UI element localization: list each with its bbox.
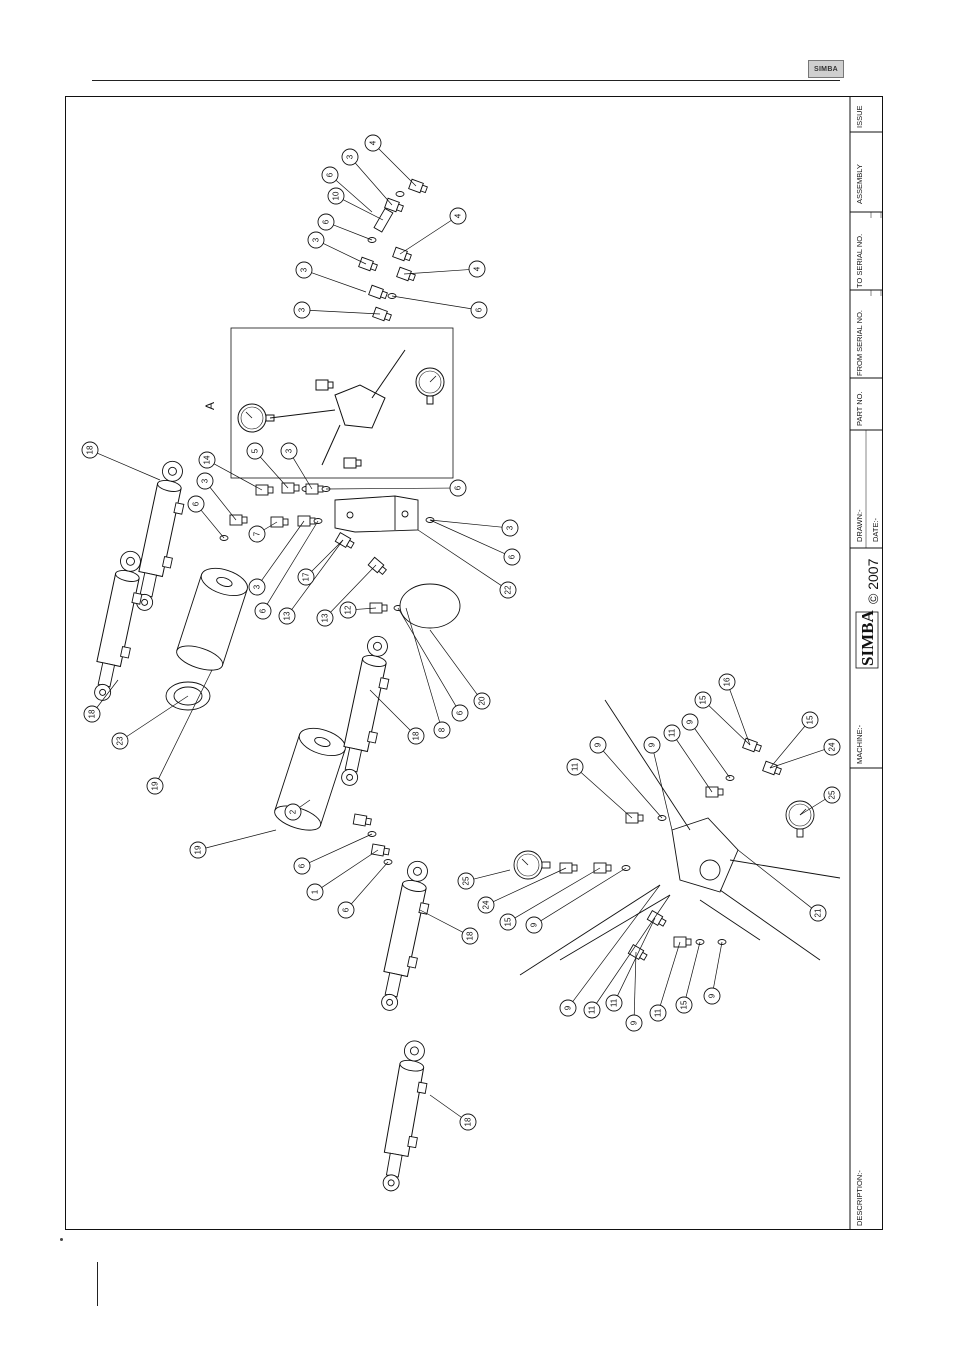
balloon-number: 25	[461, 876, 471, 886]
leader-line	[323, 243, 366, 264]
balloon-6	[294, 834, 372, 874]
balloon-number: 9	[707, 993, 717, 999]
balloon-6	[318, 214, 372, 240]
balloon-10	[328, 188, 383, 220]
issue-label: ISSUE	[855, 105, 864, 128]
balloon-number: 6	[341, 907, 351, 913]
balloon-15	[695, 692, 750, 745]
balloon-18	[370, 690, 424, 744]
leader-line	[379, 149, 416, 186]
balloon-number: 6	[325, 172, 335, 178]
leader-line	[322, 850, 378, 888]
leader-line	[617, 918, 655, 996]
balloon-number: 9	[593, 742, 603, 748]
leader-line	[392, 296, 471, 309]
balloon-number: 21	[813, 908, 823, 918]
balloon-number: 9	[685, 719, 695, 725]
balloon-number: 9	[647, 742, 657, 748]
balloon-number: 13	[282, 611, 292, 621]
balloon-number: 6	[474, 307, 484, 313]
balloon-number: 22	[503, 585, 513, 595]
balloon-number: 4	[368, 140, 378, 146]
balloon-number: 3	[252, 584, 262, 590]
balloon-number: 3	[311, 237, 321, 243]
balloon-4	[365, 135, 416, 186]
leader-line	[214, 464, 262, 490]
balloon-number: 6	[453, 485, 463, 491]
title-block	[850, 96, 883, 1230]
balloon-number: 18	[87, 709, 97, 719]
balloon-number: 15	[503, 917, 513, 927]
leader-line	[260, 457, 288, 488]
balloon-number: 3	[297, 307, 307, 313]
leader-line	[326, 488, 450, 489]
balloon-17	[298, 540, 343, 585]
simba-logo-badge: SIMBA	[808, 60, 844, 78]
leader-line	[420, 910, 463, 932]
balloon-4	[404, 261, 485, 277]
balloon-number: 18	[465, 931, 475, 941]
balloon-6	[326, 480, 466, 496]
balloon-number: 9	[529, 922, 539, 928]
balloon-number: 3	[345, 154, 355, 160]
balloon-11	[606, 918, 655, 1011]
leader-line	[97, 453, 160, 480]
balloon-16	[719, 674, 750, 745]
balloon-number: 6	[507, 554, 517, 560]
leader-line	[355, 163, 392, 205]
leader-line	[541, 868, 626, 921]
balloon-25	[458, 870, 510, 889]
balloon-4	[400, 208, 466, 254]
leader-line	[573, 885, 660, 1002]
balloon-3	[308, 232, 366, 264]
balloon-number: 3	[200, 478, 210, 484]
balloon-number: 15	[805, 715, 815, 725]
balloon-23	[112, 696, 188, 749]
leader-line	[262, 521, 304, 580]
balloon-number: 3	[505, 525, 515, 531]
balloon-number: 20	[477, 696, 487, 706]
to-serial-no-label: TO SERIAL NO.	[855, 233, 864, 288]
balloon-number: 19	[193, 845, 203, 855]
balloon-15	[500, 868, 600, 930]
balloon-3	[294, 302, 380, 318]
leader-line	[474, 870, 510, 879]
leader-line	[206, 830, 276, 848]
brand-logo-text: SIMBA	[858, 610, 877, 666]
balloon-9	[682, 714, 730, 778]
balloon-number: 15	[698, 695, 708, 705]
detail-a-label: A	[203, 401, 217, 410]
balloon-number: 4	[453, 213, 463, 219]
balloon-number: 3	[284, 448, 294, 454]
balloon-number: 6	[297, 863, 307, 869]
balloon-19	[190, 830, 276, 858]
leader-line	[634, 952, 636, 1015]
leader-line	[343, 200, 383, 220]
balloon-3	[342, 149, 392, 205]
balloon-6	[392, 296, 487, 318]
leader-line	[686, 942, 700, 997]
leader-line	[738, 850, 812, 908]
balloon-number: 11	[570, 762, 580, 772]
balloon-number: 19	[150, 781, 160, 791]
from-serial-no-label: FROM SERIAL NO.	[855, 310, 864, 376]
balloon-9	[644, 737, 672, 830]
balloon-number: 11	[653, 1008, 663, 1018]
leader-line	[430, 520, 505, 554]
balloon-15	[676, 942, 700, 1013]
balloon-3	[430, 520, 518, 536]
balloon-number: 9	[629, 1020, 639, 1026]
leader-line	[770, 750, 824, 768]
assembly-label: ASSEMBLY	[855, 164, 864, 204]
leader-line	[730, 690, 750, 745]
leader-line	[310, 310, 380, 314]
leader-line	[660, 942, 680, 1005]
balloon-number: 6	[321, 219, 331, 225]
balloon-24	[770, 739, 840, 768]
leader-line	[430, 630, 477, 695]
leader-line	[351, 862, 388, 904]
balloon-number: 18	[411, 731, 421, 741]
leader-line	[713, 942, 722, 988]
balloon-3	[197, 473, 236, 520]
balloon-11	[567, 759, 632, 818]
balloon-number: 11	[587, 1005, 597, 1015]
balloon-number: 13	[320, 613, 330, 623]
leader-line	[676, 740, 712, 792]
balloon-number: 12	[343, 605, 353, 615]
balloon-number: 14	[202, 455, 212, 465]
balloon-3	[296, 262, 366, 292]
balloon-6	[188, 496, 224, 538]
balloon-18	[420, 910, 478, 944]
balloon-number: 5	[250, 448, 260, 454]
balloon-number: 8	[437, 727, 447, 733]
balloon-number: 24	[481, 900, 491, 910]
balloon-number: 7	[252, 531, 262, 537]
balloon-21	[738, 850, 826, 921]
leader-line	[312, 540, 343, 571]
balloon-9	[526, 868, 626, 933]
detail-a-box	[203, 328, 453, 478]
balloon-9	[704, 942, 722, 1004]
leader-line	[312, 273, 366, 292]
balloon-6	[338, 862, 388, 918]
part-no-label: PART NO.	[855, 391, 864, 426]
balloon-11	[584, 895, 670, 1018]
leader-line	[603, 751, 662, 818]
balloon-number: 16	[722, 677, 732, 687]
leader-line	[309, 834, 372, 863]
description-label: DESCRIPTION:-	[855, 1170, 864, 1226]
balloon-number: 2	[288, 809, 298, 815]
balloon-3	[281, 443, 312, 489]
leader-line	[695, 729, 730, 778]
copyright-text: © 2007	[865, 558, 881, 604]
leader-line	[404, 270, 469, 274]
balloon-11	[650, 942, 680, 1021]
leader-line	[400, 220, 451, 254]
balloon-number: 18	[463, 1117, 473, 1127]
balloon-number: 3	[299, 267, 309, 273]
leader-line	[201, 510, 224, 538]
leader-line	[293, 458, 312, 489]
balloon-number: 6	[258, 608, 268, 614]
balloon-11	[664, 725, 712, 792]
date-label: DATE:-	[871, 517, 880, 542]
leader-line	[333, 225, 372, 240]
balloon-20	[430, 630, 490, 709]
leader-line	[581, 772, 632, 818]
balloon-number: 6	[191, 501, 201, 507]
leader-line	[127, 696, 188, 737]
balloon-number: 15	[679, 1000, 689, 1010]
balloon-number: 4	[472, 266, 482, 272]
balloon-number: 11	[609, 998, 619, 1008]
balloon-1	[307, 850, 378, 900]
balloon-number: 1	[310, 889, 320, 895]
balloon-number: 17	[301, 572, 311, 582]
balloon-number: 24	[827, 742, 837, 752]
drawn-label: DRAWN:-	[855, 509, 864, 542]
balloon-number: 11	[667, 728, 677, 738]
leader-line	[430, 520, 502, 527]
balloon-number: 10	[331, 191, 341, 201]
balloon-18	[430, 1095, 476, 1130]
balloon-number: 18	[85, 445, 95, 455]
balloon-number: 23	[115, 736, 125, 746]
machine-label: MACHINE:-	[855, 724, 864, 764]
balloon-9	[626, 952, 642, 1031]
balloon-18	[82, 442, 160, 480]
leader-line	[770, 726, 805, 768]
leader-line	[596, 895, 670, 1003]
balloon-number: 25	[827, 790, 837, 800]
leader-line	[430, 1095, 461, 1117]
balloon-number: 9	[563, 1005, 573, 1011]
leader-line	[210, 487, 236, 520]
leader-line	[418, 530, 501, 586]
balloon-number: 6	[455, 710, 465, 716]
leader-line	[709, 706, 750, 745]
